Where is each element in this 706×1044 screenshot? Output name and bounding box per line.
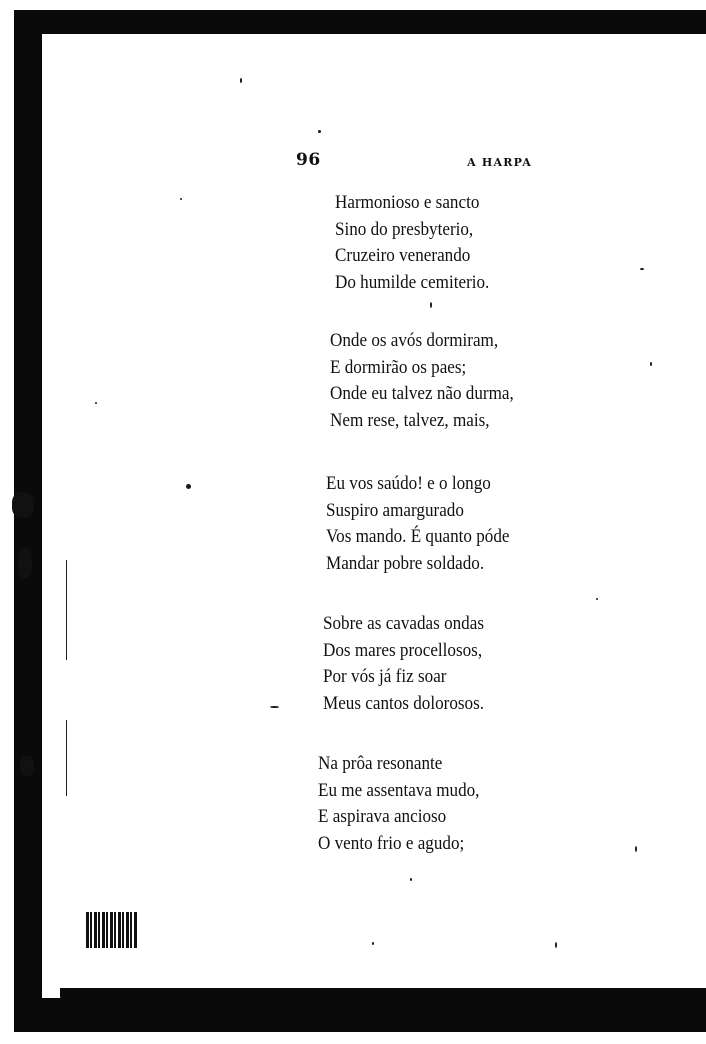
- page-header: [296, 150, 536, 172]
- edge-blotch: [12, 492, 34, 518]
- verse-line: Vos mando. É quanto póde: [326, 526, 510, 547]
- scan-border-top: [14, 10, 706, 34]
- scan-margin-left: [0, 0, 14, 1044]
- scan-border-bottom: [14, 998, 706, 1032]
- margin-line: [66, 720, 67, 796]
- edge-blotch: [20, 756, 34, 776]
- running-title: A HARPA: [467, 156, 532, 169]
- verse-line: E dormirão os paes;: [330, 356, 467, 378]
- library-barcode: [86, 912, 138, 948]
- poem-stanza: [323, 611, 484, 717]
- verse-line: O vento frio e agudo;: [318, 832, 465, 854]
- verse-line: Nem rese, talvez, mais,: [330, 409, 490, 431]
- verse-line: Cruzeiro venerando: [335, 245, 471, 266]
- margin-line: [66, 560, 67, 660]
- scan-margin-bottom: [0, 1032, 706, 1044]
- scan-border-left: [14, 10, 42, 1032]
- poem-stanza: [335, 190, 489, 296]
- verse-line: E aspirava ancioso: [318, 806, 447, 827]
- poem-stanza: [318, 751, 479, 857]
- verse-line: Do humilde cemiterio.: [335, 271, 490, 293]
- verse-line: Eu vos saúdo! e o longo: [326, 473, 491, 494]
- poem-stanza: [330, 328, 514, 434]
- verse-line: Sino do presbyterio,: [335, 218, 474, 240]
- verse-line: Por vós já fiz soar: [323, 666, 447, 687]
- edge-blotch: [18, 548, 32, 578]
- poem-stanza: [326, 471, 510, 577]
- verse-line: Suspiro amargurado: [326, 499, 464, 521]
- page-number: 96: [296, 150, 321, 170]
- verse-line: Eu me assentava mudo,: [318, 779, 480, 801]
- verse-line: Onde eu talvez não durma,: [330, 383, 514, 404]
- verse-line: Harmonioso e sancto: [335, 192, 480, 213]
- verse-line: Onde os avós dormiram,: [330, 330, 499, 351]
- verse-line: Dos mares procellosos,: [323, 639, 483, 661]
- scan-border-bottom-inner: [60, 988, 706, 1002]
- verse-line: Na prôa resonante: [318, 753, 443, 774]
- verse-line: Sobre as cavadas ondas: [323, 613, 484, 634]
- verse-line: Mandar pobre soldado.: [326, 552, 485, 574]
- verse-line: Meus cantos dolorosos.: [323, 692, 485, 714]
